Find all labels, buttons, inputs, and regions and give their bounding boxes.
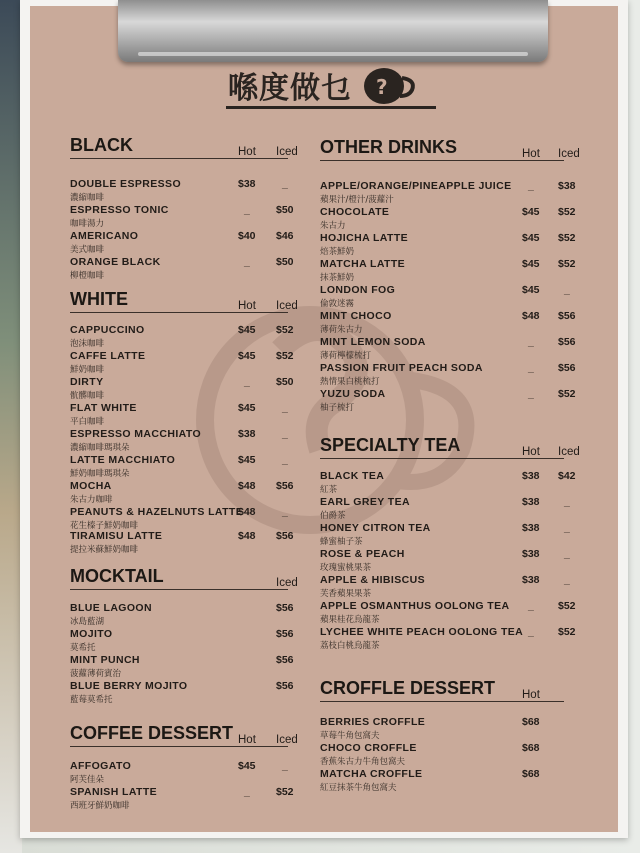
- price-iced: $56: [276, 628, 294, 640]
- menu-item-name: MATCHA CROFFLE: [320, 768, 423, 780]
- price-hot: $45: [238, 324, 256, 336]
- logo-text: 喺度做乜: [228, 71, 352, 106]
- menu-item: [70, 204, 169, 229]
- menu-item: [70, 602, 152, 627]
- menu-item-name: HOJICHA LATTE: [320, 232, 409, 244]
- price-iced: $38: [558, 180, 576, 192]
- menu-item-chinese-name: 濃縮咖啡瑪琪朵: [70, 443, 130, 453]
- menu-item: [320, 742, 417, 767]
- column-header-iced: Iced: [558, 148, 580, 160]
- price-hot: _: [528, 626, 534, 638]
- coffee-cup-logo-icon: [360, 64, 418, 106]
- price-hot: _: [244, 204, 250, 216]
- menu-item: [320, 768, 422, 793]
- price-iced: $56: [276, 654, 294, 666]
- menu-item-chinese-name: 美式咖啡: [70, 245, 105, 255]
- menu-item-name: ORANGE BLACK: [70, 256, 161, 268]
- section-title: WHITE: [70, 289, 128, 309]
- price-iced: $52: [558, 626, 576, 638]
- price-hot: $48: [238, 480, 256, 492]
- menu-item-name: DOUBLE ESPRESSO: [70, 178, 182, 190]
- menu-item-name: PASSION FRUIT PEACH SODA: [320, 362, 483, 374]
- menu-item: [70, 178, 181, 203]
- column-header-hot: Hot: [522, 148, 540, 160]
- price-hot: $38: [238, 428, 256, 440]
- menu-item-chinese-name: 藍莓莫希托: [70, 695, 113, 705]
- price-iced: $56: [276, 680, 294, 692]
- price-hot: _: [528, 336, 534, 348]
- price-hot: $45: [238, 350, 256, 362]
- price-hot: $68: [522, 768, 540, 780]
- menu-item: [70, 654, 140, 679]
- price-hot: _: [244, 376, 250, 388]
- menu-item-chinese-name: 骯髒咖啡: [70, 391, 105, 401]
- price-iced: $52: [558, 258, 576, 270]
- menu-item-name: MINT PUNCH: [70, 654, 140, 666]
- price-iced: $56: [276, 530, 294, 542]
- price-hot: _: [528, 180, 534, 192]
- menu-item: [320, 232, 408, 257]
- column-header-hot: Hot: [522, 446, 540, 458]
- menu-item-chinese-name: 菠蘿薄荷賓治: [70, 669, 122, 679]
- price-hot: $68: [522, 716, 540, 728]
- menu-item-chinese-name: 焙茶鮮奶: [320, 247, 355, 257]
- price-iced: _: [564, 284, 570, 296]
- column-header-hot: Hot: [238, 734, 256, 746]
- menu-item-name: ROSE & PEACH: [320, 548, 405, 560]
- menu-item-name: SPANISH LATTE: [70, 786, 158, 798]
- price-iced: _: [564, 522, 570, 534]
- menu-item-name: BLUE LAGOON: [70, 602, 152, 614]
- price-hot: $45: [238, 402, 256, 414]
- menu-item-name: APPLE OSMANTHUS OOLONG TEA: [320, 600, 510, 612]
- left-section-2: [70, 563, 298, 705]
- menu-item: [70, 350, 145, 375]
- section-header: [70, 563, 288, 590]
- menu-item: [320, 284, 395, 309]
- menu-item-name: MOJITO: [70, 628, 113, 640]
- menu-item-name: APPLE/ORANGE/PINEAPPLE JUICE: [320, 180, 512, 192]
- section-title: MOCKTAIL: [70, 566, 164, 586]
- menu-item-name: AFFOGATO: [70, 760, 132, 772]
- menu-item-chinese-name: 薄荷檸檬梳打: [320, 351, 372, 361]
- price-iced: $56: [558, 362, 576, 374]
- menu-item-name: APPLE & HIBISCUS: [320, 574, 425, 586]
- price-hot: $48: [522, 310, 540, 322]
- menu-item: [70, 506, 243, 531]
- menu-item: [320, 716, 425, 741]
- menu-item: [320, 180, 511, 205]
- column-header-hot: Hot: [238, 146, 256, 158]
- menu-item-chinese-name: 抹茶鮮奶: [320, 273, 355, 283]
- price-iced: $52: [276, 324, 294, 336]
- price-iced: $52: [558, 600, 576, 612]
- price-iced: _: [282, 402, 288, 414]
- menu-item-chinese-name: 泡沫咖啡: [70, 339, 105, 349]
- clipboard-clip: [118, 0, 548, 62]
- menu-item-name: LONDON FOG: [320, 284, 396, 296]
- menu-item-chinese-name: 伯爵茶: [320, 511, 346, 521]
- menu-item-name: AMERICANO: [70, 230, 139, 242]
- menu-item: [320, 310, 392, 335]
- menu-item-name: CHOCOLATE: [320, 206, 390, 218]
- menu-item-name: BLACK TEA: [320, 470, 385, 482]
- right-section-1: [320, 432, 580, 651]
- menu-item-name: ESPRESSO TONIC: [70, 204, 169, 216]
- menu-item-chinese-name: 蘋果汁/橙汁/菠蘿汁: [320, 195, 394, 205]
- price-iced: $52: [558, 232, 576, 244]
- menu-item: [70, 680, 187, 705]
- menu-item: [70, 628, 112, 653]
- price-hot: $45: [238, 454, 256, 466]
- menu-item-name: CAPPUCCINO: [70, 324, 145, 336]
- price-iced: $56: [558, 310, 576, 322]
- menu-item-chinese-name: 阿芙佳朵: [70, 775, 105, 785]
- menu-item-chinese-name: 蜂蜜柚子茶: [320, 537, 363, 547]
- section-title: SPECIALTY TEA: [320, 435, 461, 455]
- menu-item-name: MATCHA LATTE: [320, 258, 406, 270]
- menu-item-chinese-name: 朱古力: [320, 221, 346, 231]
- menu-item-name: TIRAMISU LATTE: [70, 530, 163, 542]
- menu-item-name: EARL GREY TEA: [320, 496, 410, 508]
- menu-item-chinese-name: 蘋果桂花烏龍茶: [320, 615, 380, 625]
- menu-item-chinese-name: 紅豆抹茶牛角包窩夫: [320, 783, 397, 793]
- price-hot: $38: [522, 470, 540, 482]
- price-iced: _: [564, 574, 570, 586]
- section-title: OTHER DRINKS: [320, 137, 458, 157]
- menu-item-name: BLUE BERRY MOJITO: [70, 680, 188, 692]
- column-header-hot: Hot: [522, 689, 540, 701]
- menu-item: [320, 522, 431, 547]
- price-iced: $56: [558, 336, 576, 348]
- menu-item-chinese-name: 咖啡湯力: [70, 219, 105, 229]
- menu-item-chinese-name: 倫敦迷霧: [320, 299, 355, 309]
- menu-item-chinese-name: 柚子梳打: [320, 403, 355, 413]
- menu-item-name: MINT LEMON SODA: [320, 336, 426, 348]
- section-title: BLACK: [70, 135, 133, 155]
- menu-item-chinese-name: 平白咖啡: [70, 417, 105, 427]
- menu-item-chinese-name: 西班牙鮮奶咖啡: [70, 801, 130, 811]
- menu-item-chinese-name: 莫希托: [70, 643, 96, 653]
- menu-item: [70, 402, 137, 427]
- column-header-iced: Iced: [276, 577, 298, 589]
- menu-item-chinese-name: 柳橙咖啡: [70, 271, 105, 281]
- price-hot: $38: [522, 548, 540, 560]
- menu-item: [70, 428, 201, 453]
- menu-item-name: LATTE MACCHIATO: [70, 454, 176, 466]
- column-header-iced: Iced: [276, 300, 298, 312]
- price-iced: $42: [558, 470, 576, 482]
- column-header-iced: Iced: [276, 734, 298, 746]
- column-header-iced: Iced: [558, 446, 580, 458]
- price-iced: _: [564, 496, 570, 508]
- menu-item: [320, 258, 405, 283]
- price-iced: _: [564, 548, 570, 560]
- menu-item: [320, 470, 384, 495]
- menu-item: [320, 336, 426, 361]
- price-hot: $48: [238, 530, 256, 542]
- menu-item-chinese-name: 濃縮咖啡: [70, 193, 105, 203]
- menu-item-name: ESPRESSO MACCHIATO: [70, 428, 202, 440]
- price-hot: $38: [522, 574, 540, 586]
- menu-item-name: CHOCO CROFFLE: [320, 742, 417, 754]
- price-iced: _: [282, 178, 288, 190]
- logo-underline: [226, 106, 436, 109]
- menu-item: [70, 324, 145, 349]
- menu-item: [70, 256, 161, 281]
- column-header-hot: Hot: [238, 300, 256, 312]
- price-hot: $38: [522, 496, 540, 508]
- menu-item-name: MINT CHOCO: [320, 310, 392, 322]
- menu-item: [320, 574, 425, 599]
- price-iced: _: [282, 454, 288, 466]
- menu-item: [320, 496, 410, 521]
- menu-item-chinese-name: 提拉米蘇鮮奶咖啡: [70, 545, 139, 555]
- price-hot: $38: [238, 178, 256, 190]
- menu-item: [70, 760, 131, 785]
- price-hot: $45: [522, 284, 540, 296]
- menu-item: [320, 206, 389, 231]
- price-iced: $52: [276, 786, 294, 798]
- price-iced: $50: [276, 376, 294, 388]
- menu-item-chinese-name: 香蕉朱古力牛角包窩夫: [320, 757, 406, 767]
- price-iced: _: [282, 760, 288, 772]
- menu-item-name: BERRIES CROFFLE: [320, 716, 426, 728]
- price-hot: $45: [522, 206, 540, 218]
- price-hot: $45: [522, 232, 540, 244]
- section-title: COFFEE DESSERT: [70, 723, 234, 743]
- price-iced: $50: [276, 256, 294, 268]
- menu-item-chinese-name: 玫瑰蜜桃果茶: [320, 563, 372, 573]
- price-hot: _: [244, 256, 250, 268]
- svg-text:?: ?: [376, 75, 388, 99]
- price-hot: $48: [238, 506, 256, 518]
- menu-item-chinese-name: 鮮奶咖啡: [70, 365, 105, 375]
- price-hot: _: [528, 388, 534, 400]
- menu-item-name: HONEY CITRON TEA: [320, 522, 431, 534]
- menu-item-chinese-name: 朱古力咖啡: [70, 495, 113, 505]
- section-title: CROFFLE DESSERT: [320, 678, 496, 698]
- price-iced: $46: [276, 230, 294, 242]
- left-section-0: [70, 132, 298, 281]
- price-iced: $50: [276, 204, 294, 216]
- menu-item: [70, 530, 162, 555]
- menu-item-name: PEANUTS & HAZELNUTS LATTE: [70, 506, 244, 518]
- menu-item-chinese-name: 鮮奶咖啡瑪琪朵: [70, 469, 130, 479]
- menu-item-chinese-name: 紅茶: [320, 485, 338, 495]
- price-iced: $56: [276, 602, 294, 614]
- menu-item: [70, 376, 104, 401]
- price-iced: $52: [558, 388, 576, 400]
- background-left: [0, 0, 22, 853]
- menu-item: [320, 362, 483, 387]
- price-iced: _: [282, 506, 288, 518]
- menu-item-chinese-name: 熱情果白桃梳打: [320, 377, 380, 387]
- menu-item-name: DIRTY: [70, 376, 104, 388]
- menu-item-chinese-name: 草莓牛角包窩夫: [320, 731, 380, 741]
- logo: [228, 60, 418, 110]
- menu-item-name: YUZU SODA: [320, 388, 386, 400]
- menu-item-name: MOCHA: [70, 480, 112, 492]
- right-section-2: [320, 675, 564, 793]
- price-hot: $45: [238, 760, 256, 772]
- column-header-iced: Iced: [276, 146, 298, 158]
- price-iced: _: [282, 428, 288, 440]
- price-hot: $38: [522, 522, 540, 534]
- menu-item: [320, 388, 385, 413]
- menu-item-chinese-name: 薄荷朱古力: [320, 325, 363, 335]
- menu-item-chinese-name: 花生榛子鮮奶咖啡: [70, 521, 139, 531]
- price-hot: _: [528, 600, 534, 612]
- menu-item-chinese-name: 荔枝白桃烏龍茶: [320, 641, 380, 651]
- price-iced: $52: [558, 206, 576, 218]
- menu-item-name: FLAT WHITE: [70, 402, 137, 414]
- price-hot: _: [244, 786, 250, 798]
- menu-item: [70, 454, 175, 479]
- left-section-3: [70, 720, 298, 811]
- price-iced: $52: [276, 350, 294, 362]
- price-hot: $40: [238, 230, 256, 242]
- menu-item: [320, 626, 523, 651]
- menu-item: [320, 548, 405, 573]
- menu-item-name: LYCHEE WHITE PEACH OOLONG TEA: [320, 626, 524, 638]
- price-hot: _: [528, 362, 534, 374]
- menu-item: [70, 230, 138, 255]
- menu-item-chinese-name: 冰島藍湖: [70, 617, 105, 627]
- menu-item: [320, 600, 510, 625]
- right-section-0: [320, 134, 580, 413]
- menu-item-chinese-name: 芙香蘋果果茶: [320, 589, 372, 599]
- price-hot: $68: [522, 742, 540, 754]
- price-iced: $56: [276, 480, 294, 492]
- menu-item-name: CAFFE LATTE: [70, 350, 146, 362]
- menu-item: [70, 480, 113, 505]
- price-hot: $45: [522, 258, 540, 270]
- menu-item: [70, 786, 157, 811]
- left-section-1: [70, 286, 298, 555]
